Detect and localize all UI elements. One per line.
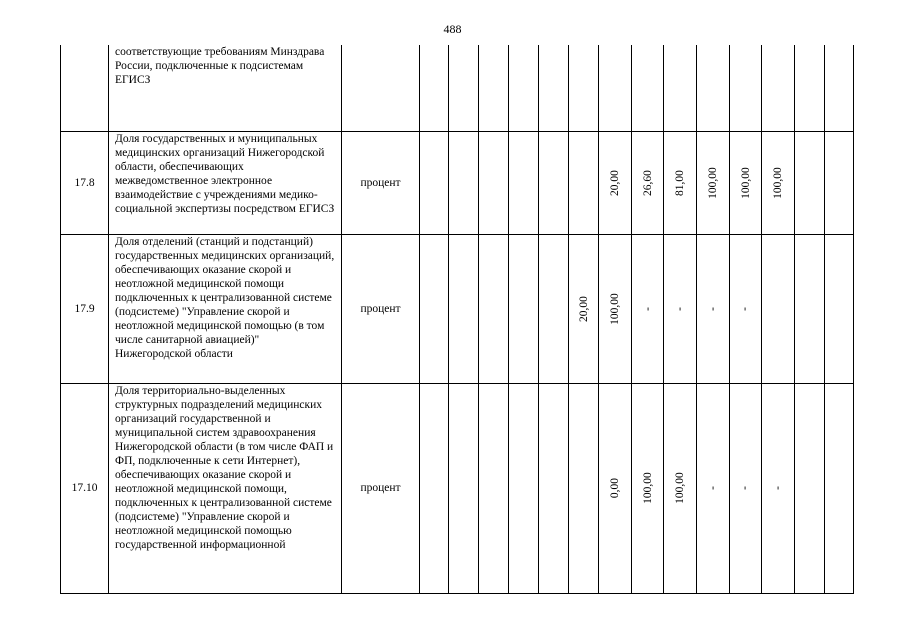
value-cell: 100,00 (696, 131, 729, 234)
empty-cell (664, 45, 697, 131)
row-number: 17.8 (61, 131, 109, 234)
value-cell (449, 131, 479, 234)
value-cell (509, 131, 539, 234)
empty-cell (729, 45, 762, 131)
empty-cell (696, 45, 729, 131)
empty-cell (569, 45, 599, 131)
empty-cell (794, 383, 824, 593)
value-cell: 20,00 (569, 234, 599, 383)
value-cell: 100,00 (729, 131, 762, 234)
empty-cell (599, 45, 632, 131)
row-description: соответствующие требованиям Минздрава России, подключенные к подсистемам ЕГИСЗ (109, 45, 342, 131)
table-row (61, 234, 854, 383)
value-cell (449, 383, 479, 593)
value-cell: 100,00 (664, 383, 697, 593)
empty-cell (794, 45, 824, 131)
row-unit (342, 45, 420, 131)
value-cell: 100,00 (762, 131, 795, 234)
row-number (61, 45, 109, 131)
table-row (61, 383, 854, 593)
empty-cell (479, 45, 509, 131)
value-cell: 20,00 (599, 131, 632, 234)
empty-cell (824, 234, 853, 383)
value-cell: - (762, 383, 795, 593)
value-cell (569, 383, 599, 593)
empty-cell (762, 45, 795, 131)
value-cell (449, 234, 479, 383)
empty-cell (824, 131, 853, 234)
row-unit: процент (342, 234, 420, 383)
empty-cell (794, 234, 824, 383)
row-description: Доля государственных и муниципальных медицинских организаций Нижегородской области, обеспечивающих межведомственное электронное взаимодействие с учреждениями медико-социальной экспертизы посредством ЕГИСЗ (109, 131, 342, 234)
value-cell: - (729, 383, 762, 593)
empty-cell (824, 383, 853, 593)
row-unit: процент (342, 131, 420, 234)
value-cell (509, 383, 539, 593)
value-cell (539, 131, 569, 234)
value-cell: 81,00 (664, 131, 697, 234)
value-cell: - (696, 234, 729, 383)
value-cell (479, 234, 509, 383)
empty-cell (420, 45, 449, 131)
value-cell (479, 383, 509, 593)
value-cell (569, 131, 599, 234)
value-cell: 100,00 (631, 383, 664, 593)
empty-cell (631, 45, 664, 131)
value-cell (539, 234, 569, 383)
empty-cell (794, 131, 824, 234)
value-cell (539, 383, 569, 593)
empty-cell (449, 45, 479, 131)
table-row (61, 131, 854, 234)
table-row (61, 45, 854, 131)
value-cell (509, 234, 539, 383)
value-cell: - (729, 234, 762, 383)
value-cell: 100,00 (599, 234, 632, 383)
empty-cell (539, 45, 569, 131)
empty-cell (824, 45, 853, 131)
value-cell: - (631, 234, 664, 383)
value-cell (762, 234, 795, 383)
value-cell (420, 383, 449, 593)
page-number: 488 (443, 22, 462, 36)
row-number: 17.9 (61, 234, 109, 383)
row-description: Доля территориально-выделенных структурных подразделений медицинских организаций государственной и муниципальной систем здравоохранения Нижегородской области (в том числе ФАП и ФП, подключенные к сети Интернет), обеспечивающих оказание скорой и неотложной медицинской помощи, подключенных к централизованной системе (подсистеме) "Управление скорой и неотложной медицинской помощью государственной информационной (109, 383, 342, 593)
row-description: Доля отделений (станций и подстанций) государственных медицинских организаций, обеспечивающих оказание скорой и неотложной медицинской помощи подключенных к централизованной системе (подсистеме) "Управление скорой и неотложной медицинской помощью (в том числе санитарной авиацией)" Нижегородской области (109, 234, 342, 383)
value-cell (420, 234, 449, 383)
value-cell: 0,00 (599, 383, 632, 593)
value-cell (479, 131, 509, 234)
value-cell: 26,60 (631, 131, 664, 234)
empty-cell (509, 45, 539, 131)
row-number: 17.10 (61, 383, 109, 593)
indicator-table (60, 45, 854, 594)
row-unit: процент (342, 383, 420, 593)
value-cell: - (664, 234, 697, 383)
value-cell (420, 131, 449, 234)
value-cell: - (696, 383, 729, 593)
